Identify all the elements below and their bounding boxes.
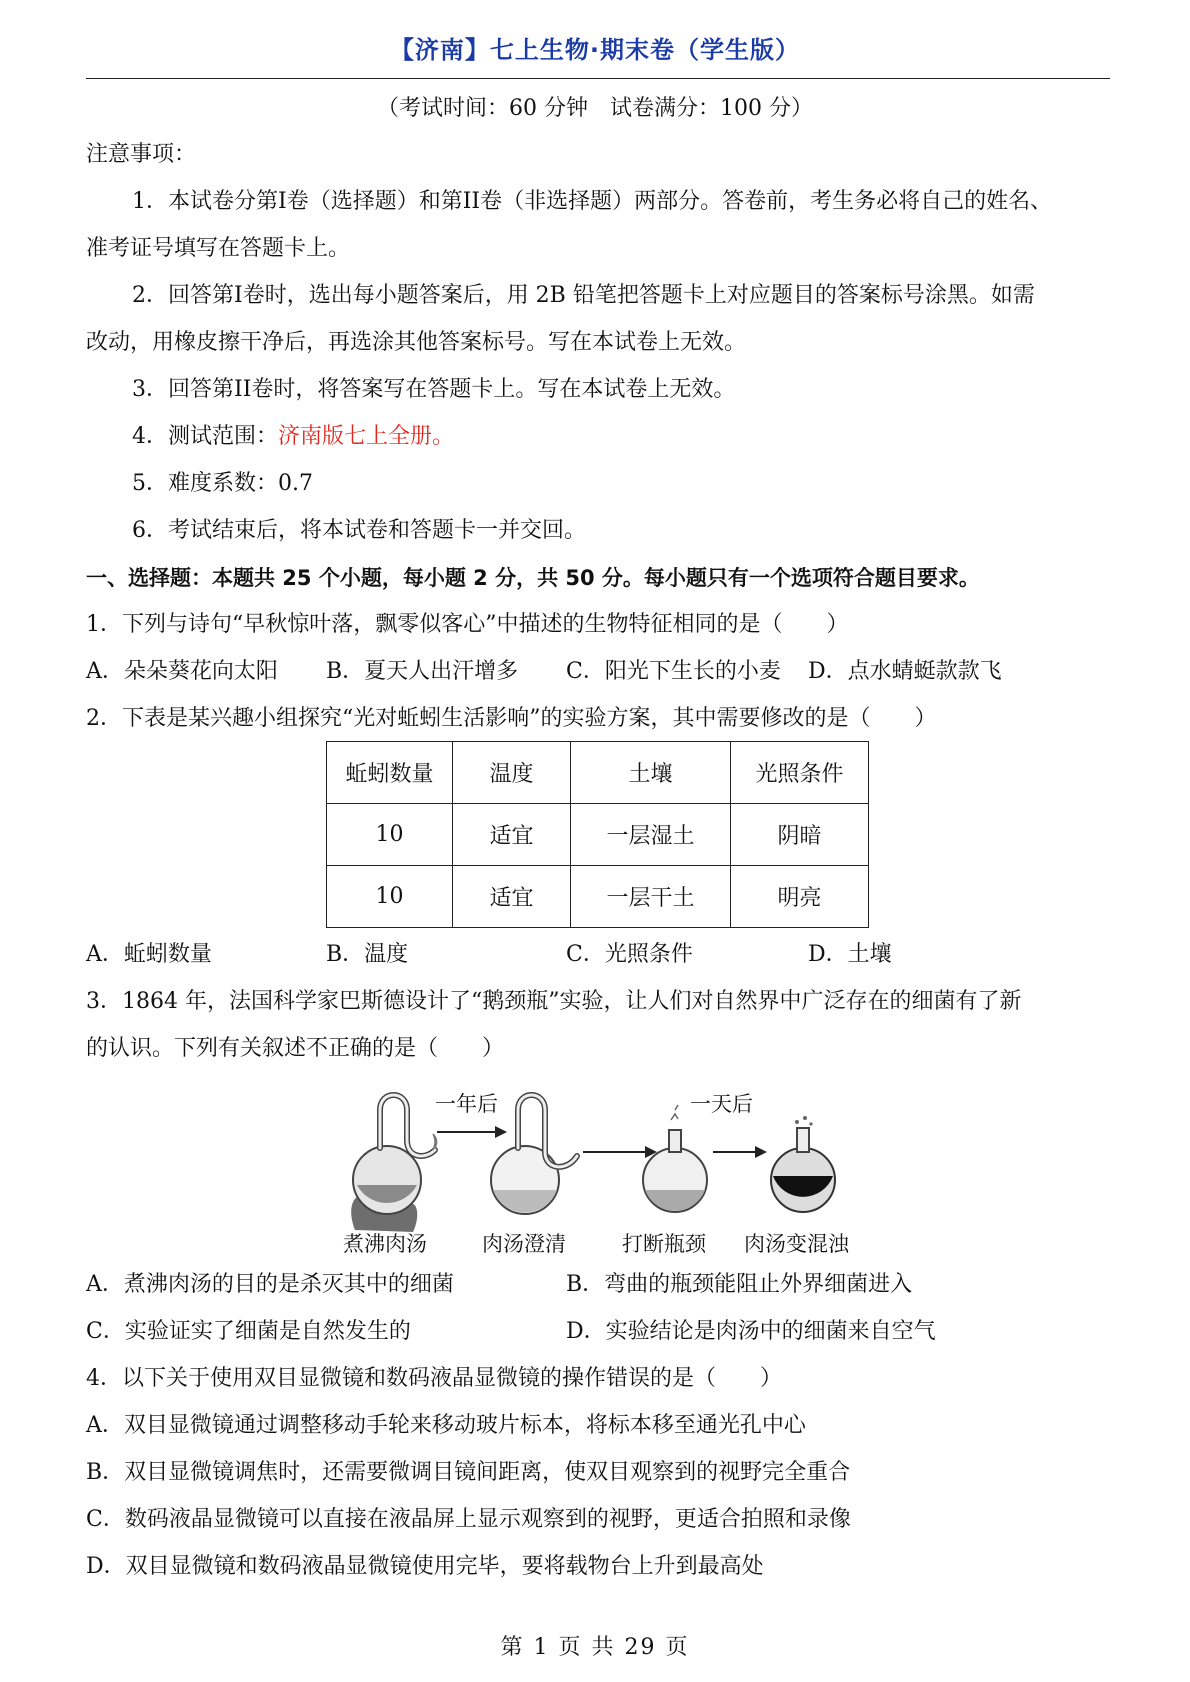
table-header-cell: 蚯蚓数量 (327, 742, 453, 804)
q3-stem-line-1: 3．1864 年，法国科学家巴斯德设计了“鹅颈瓶”实验，让人们对自然界中广泛存在的细菌有了新 (86, 989, 1022, 1014)
q3-stem-line-2: 的认识。下列有关叙述不正确的是（ ） (86, 1036, 505, 1061)
section-1-heading: 一、选择题：本题共 25 个小题，每小题 2 分，共 50 分。每小题只有一个选项符合题目要求。 (86, 566, 980, 590)
flask-clear-icon (491, 1095, 577, 1214)
note-3: 3．回答第II卷时，将答案写在答题卡上。写在本试卷上无效。 (132, 377, 736, 402)
table-cell: 明亮 (731, 866, 869, 928)
arrow-3-head (755, 1146, 767, 1158)
page-title: 【济南】七上生物·期末卷（学生版） (389, 36, 801, 64)
flask-turbid-icon (771, 1116, 835, 1212)
figure-label-broken: 打断瓶颈 (622, 1232, 706, 1256)
table-row (327, 866, 869, 928)
table-header-cell: 温度 (453, 742, 571, 804)
q4-option-c: C．数码液晶显微镜可以直接在液晶屏上显示观察到的视野，更适合拍照和录像 (86, 1507, 851, 1532)
table-header-cell: 光照条件 (731, 742, 869, 804)
note-4-range: 济南版七上全册。 (278, 424, 455, 449)
q4-option-a: A．双目显微镜通过调整移动手轮来移动玻片标本，将标本移至通光孔中心 (86, 1413, 806, 1438)
q2-option-d: D．土壤 (808, 942, 892, 967)
arrow-label-one-day: 一天后 (690, 1092, 753, 1116)
note-1-line-1: 1．本试卷分第I卷（选择题）和第II卷（非选择题）两部分。答卷前，考生务必将自己的姓名、 (132, 189, 1053, 214)
flask-boiling-icon (351, 1095, 436, 1232)
table-cell: 适宜 (453, 866, 571, 928)
table-cell: 阴暗 (731, 804, 869, 866)
q3-option-d: D．实验结论是肉汤中的细菌来自空气 (566, 1319, 936, 1344)
q3-option-c: C．实验证实了细菌是自然发生的 (86, 1319, 411, 1344)
q2-option-b: B．温度 (326, 942, 409, 967)
table-cell: 10 (327, 804, 453, 866)
q3-option-a: A．煮沸肉汤的目的是杀灭其中的细菌 (86, 1272, 454, 1297)
table-cell: 适宜 (453, 804, 571, 866)
note-2-line-2: 改动，用橡皮擦干净后，再选涂其他答案标号。写在本试卷上无效。 (86, 330, 747, 355)
note-4 (132, 422, 1110, 452)
q4-option-d: D．双目显微镜和数码液晶显微镜使用完毕，要将载物台上升到最高处 (86, 1554, 764, 1579)
table-cell: 一层干土 (571, 866, 731, 928)
note-1-line-2: 准考证号填写在答题卡上。 (86, 236, 351, 261)
q3-option-b: B．弯曲的瓶颈能阻止外界细菌进入 (566, 1272, 913, 1297)
header-divider (86, 78, 1110, 79)
table-cell: 10 (327, 866, 453, 928)
table-cell: 一层湿土 (571, 804, 731, 866)
note-4-prefix: 4．测试范围： (132, 424, 278, 449)
figure-label-clear: 肉汤澄清 (482, 1232, 566, 1256)
note-5: 5．难度系数：0.7 (132, 471, 313, 496)
q2-option-c: C．光照条件 (566, 942, 693, 967)
note-6: 6．考试结束后，将本试卷和答题卡一并交回。 (132, 518, 586, 543)
figure-label-turbid: 肉汤变混浊 (744, 1232, 849, 1256)
q1-stem: 1．下列与诗句“早秋惊叶落，飘零似客心”中描述的生物特征相同的是（ ） (86, 612, 849, 637)
experiment-table (326, 741, 869, 928)
q1-option-c: C．阳光下生长的小麦 (566, 659, 781, 684)
arrow-label-one-year: 一年后 (435, 1092, 498, 1116)
q1-option-d: D．点水蜻蜓款款飞 (808, 659, 1002, 684)
note-2-line-1: 2．回答第I卷时，选出每小题答案后，用 2B 铅笔把答题卡上对应题目的答案标号涂黑。如需 (132, 283, 1035, 308)
page-number: 第 1 页 共 29 页 (500, 1635, 690, 1660)
q4-stem: 4．以下关于使用双目显微镜和数码液晶显微镜的操作错误的是（ ） (86, 1366, 782, 1391)
figure-label-boiling: 煮沸肉汤 (343, 1232, 427, 1256)
table-header-row (327, 742, 869, 804)
notes-heading: 注意事项： (86, 142, 197, 167)
table-header-cell: 土壤 (571, 742, 731, 804)
exam-info: （考试时间：60 分钟 试卷满分：100 分） (377, 96, 813, 121)
q1-option-b: B．夏天人出汗增多 (326, 659, 519, 684)
q2-option-a: A．蚯蚓数量 (86, 942, 212, 967)
flask-broken-neck-icon (643, 1105, 707, 1212)
table-row (327, 804, 869, 866)
q2-stem: 2．下表是某兴趣小组探究“光对蚯蚓生活影响”的实验方案，其中需要修改的是（ ） (86, 706, 937, 731)
arrow-1-head (495, 1126, 507, 1138)
q4-option-b: B．双目显微镜调焦时，还需要微调目镜间距离，使双目观察到的视野完全重合 (86, 1460, 851, 1485)
q1-option-a: A．朵朵葵花向太阳 (86, 659, 278, 684)
